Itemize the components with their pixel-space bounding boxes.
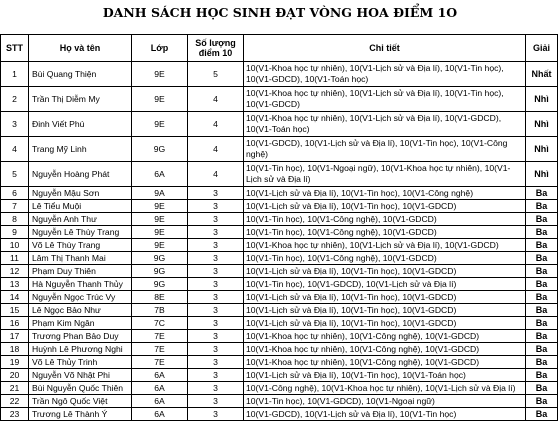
cell-detail: 10(V1-Tin học), 10(V1-GDCD), 10(V1-Lịch sử và Địa lí) [244,278,526,291]
cell-award: Nhì [526,112,558,137]
cell-class: 9E [132,226,188,239]
cell-award: Ba [526,187,558,200]
cell-class: 9E [132,112,188,137]
cell-stt: 9 [1,226,29,239]
cell-award: Ba [526,330,558,343]
cell-detail: 10(V1-Tin học), 10(V1-Ngoại ngữ), 10(V1-Khoa học tự nhiên), 10(V1-Lịch sử và Địa lí) [244,162,526,187]
cell-detail: 10(V1-Lịch sử và Địa lí), 10(V1-Tin học), 10(V1-GDCD) [244,304,526,317]
cell-award: Ba [526,278,558,291]
cell-count: 4 [188,137,244,162]
cell-award: Ba [526,226,558,239]
cell-name: Trần Thị Diễm My [29,87,132,112]
cell-stt: 4 [1,137,29,162]
cell-name: Huỳnh Lê Phương Nghi [29,343,132,356]
cell-name: Nguyễn Lê Thùy Trang [29,226,132,239]
cell-stt: 5 [1,162,29,187]
cell-detail: 10(V1-Tin học), 10(V1-Công nghệ), 10(V1-GDCD) [244,252,526,265]
cell-stt: 16 [1,317,29,330]
cell-class: 6A [132,395,188,408]
cell-detail: 10(V1-Lịch sử và Địa lí), 10(V1-Tin học), 10(V1-GDCD) [244,317,526,330]
cell-name: Trần Ngô Quốc Việt [29,395,132,408]
table-row [1,304,558,317]
cell-name: Nguyễn Hoàng Phát [29,162,132,187]
header-class: Lớp [132,35,188,62]
cell-stt: 15 [1,304,29,317]
cell-count: 3 [188,408,244,421]
cell-stt: 2 [1,87,29,112]
cell-detail: 10(V1-Khoa học tự nhiên), 10(V1-Lịch sử và Địa lí), 10(V1-Tin học), 10(V1-GDCD), 10(V1-Toán học) [244,62,526,87]
cell-detail: 10(V1-Lịch sử và Địa lí), 10(V1-Tin học), 10(V1-GDCD) [244,265,526,278]
cell-detail: 10(V1-Khoa học tự nhiên), 10(V1-Lịch sử và Địa lí), 10(V1-Tin học), 10(V1-GDCD) [244,87,526,112]
cell-detail: 10(V1-Lịch sử và Địa lí), 10(V1-Tin học), 10(V1-Công nghệ) [244,187,526,200]
cell-count: 3 [188,278,244,291]
cell-count: 3 [188,291,244,304]
document-title: DANH SÁCH HỌC SINH ĐẠT VÒNG HOA ĐIỂM 1O [102,5,458,20]
cell-name: Đinh Viết Phú [29,112,132,137]
cell-award: Ba [526,408,558,421]
table-row [1,187,558,200]
cell-count: 3 [188,187,244,200]
cell-count: 3 [188,395,244,408]
cell-detail: 10(V1-Công nghệ), 10(V1-Khoa học tự nhiên), 10(V1-Lịch sử và Địa lí) [244,382,526,395]
table-row [1,213,558,226]
cell-detail: 10(V1-Lịch sử và Địa lí), 10(V1-Tin học), 10(V1-GDCD) [244,291,526,304]
cell-name: Lê Tiểu Muội [29,200,132,213]
cell-class: 9E [132,213,188,226]
cell-stt: 6 [1,187,29,200]
cell-name: Lê Ngọc Bảo Như [29,304,132,317]
cell-award: Ba [526,356,558,369]
table-row [1,87,558,112]
cell-name: Trang Mỹ Linh [29,137,132,162]
cell-detail: 10(V1-Khoa học tự nhiên), 10(V1-Lịch sử và Địa lí), 10(V1-GDCD) [244,239,526,252]
cell-award: Ba [526,343,558,356]
cell-stt: 23 [1,408,29,421]
cell-count: 3 [188,252,244,265]
table-row [1,239,558,252]
cell-count: 3 [188,382,244,395]
cell-detail: 10(V1-Khoa học tự nhiên), 10(V1-Công nghệ), 10(V1-GDCD) [244,343,526,356]
cell-stt: 1 [1,62,29,87]
cell-detail: 10(V1-Tin học), 10(V1-Công nghệ), 10(V1-GDCD) [244,226,526,239]
cell-count: 3 [188,356,244,369]
cell-detail: 10(V1-Tin học), 10(V1-Công nghệ), 10(V1-GDCD) [244,213,526,226]
cell-award: Nhì [526,162,558,187]
cell-class: 6A [132,162,188,187]
cell-count: 4 [188,87,244,112]
cell-stt: 7 [1,200,29,213]
cell-detail: 10(V1-Lịch sử và Địa lí), 10(V1-Tin học), 10(V1-Toán học) [244,369,526,382]
cell-count: 4 [188,162,244,187]
cell-stt: 17 [1,330,29,343]
table-row [1,382,558,395]
cell-award: Nhất [526,62,558,87]
cell-name: Trương Phan Bảo Duy [29,330,132,343]
cell-count: 3 [188,343,244,356]
cell-award: Nhì [526,87,558,112]
cell-name: Phạm Kim Ngân [29,317,132,330]
cell-stt: 12 [1,265,29,278]
cell-count: 3 [188,239,244,252]
cell-award: Ba [526,265,558,278]
cell-class: 9A [132,187,188,200]
cell-class: 8E [132,291,188,304]
header-row [1,35,558,62]
cell-class: 9E [132,62,188,87]
cell-stt: 3 [1,112,29,137]
table-row [1,112,558,137]
cell-award: Ba [526,291,558,304]
cell-name: Nguyễn Võ Nhật Phi [29,369,132,382]
cell-award: Ba [526,239,558,252]
table-row [1,330,558,343]
cell-name: Hà Nguyễn Thanh Thủy [29,278,132,291]
table-row [1,62,558,87]
table-row [1,226,558,239]
cell-award: Ba [526,213,558,226]
cell-name: Nguyễn Anh Thư [29,213,132,226]
cell-award: Ba [526,200,558,213]
cell-class: 9G [132,137,188,162]
header-count: Số lượng điểm 10 [188,35,244,62]
cell-detail: 10(V1-GDCD), 10(V1-Lịch sử và Địa lí), 10(V1-Tin học), 10(V1-Công nghệ) [244,137,526,162]
cell-class: 6A [132,382,188,395]
cell-detail: 10(V1-GDCD), 10(V1-Lịch sử và Địa lí), 10(V1-Tin học) [244,408,526,421]
cell-name: Võ Lê Thùy Trang [29,239,132,252]
cell-name: Trương Lê Thành Ý [29,408,132,421]
cell-name: Nguyễn Ngọc Trúc Vy [29,291,132,304]
cell-stt: 8 [1,213,29,226]
cell-detail: 10(V1-Khoa học tự nhiên), 10(V1-Công nghệ), 10(V1-GDCD) [244,356,526,369]
table-row [1,278,558,291]
cell-class: 7B [132,304,188,317]
cell-count: 3 [188,330,244,343]
cell-class: 9E [132,239,188,252]
student-table [0,34,558,421]
cell-count: 3 [188,265,244,278]
cell-stt: 18 [1,343,29,356]
cell-stt: 21 [1,382,29,395]
cell-count: 3 [188,226,244,239]
cell-detail: 10(V1-Khoa học tự nhiên), 10(V1-Lịch sử và Địa lí), 10(V1-GDCD), 10(V1-Toán học) [244,112,526,137]
cell-class: 7C [132,317,188,330]
cell-detail: 10(V1-Khoa học tự nhiên), 10(V1-Công nghệ), 10(V1-GDCD) [244,330,526,343]
cell-name: Nguyễn Mậu Sơn [29,187,132,200]
table-row [1,356,558,369]
cell-stt: 14 [1,291,29,304]
cell-name: Lâm Thị Thanh Mai [29,252,132,265]
cell-award: Ba [526,304,558,317]
header-award: Giải [526,35,558,62]
header-detail: Chi tiết [244,35,526,62]
table-row [1,137,558,162]
cell-detail: 10(V1-Tin học), 10(V1-GDCD), 10(V1-Ngoại ngữ) [244,395,526,408]
cell-count: 3 [188,213,244,226]
header-name: Họ và tên [29,35,132,62]
cell-name: Phạm Duy Thiên [29,265,132,278]
table-row [1,265,558,278]
table-row [1,317,558,330]
cell-detail: 10(V1-Lịch sử và Địa lí), 10(V1-Tin học), 10(V1-GDCD) [244,200,526,213]
cell-class: 6A [132,369,188,382]
cell-class: 9E [132,200,188,213]
cell-count: 3 [188,304,244,317]
table-row [1,291,558,304]
cell-count: 3 [188,369,244,382]
cell-award: Ba [526,252,558,265]
cell-class: 9G [132,252,188,265]
cell-name: Bùi Nguyễn Quốc Thiên [29,382,132,395]
table-row [1,252,558,265]
cell-class: 9G [132,278,188,291]
cell-stt: 20 [1,369,29,382]
cell-award: Nhì [526,137,558,162]
cell-award: Ba [526,382,558,395]
table-row [1,408,558,421]
table-row [1,369,558,382]
cell-stt: 10 [1,239,29,252]
cell-award: Ba [526,369,558,382]
cell-class: 9G [132,265,188,278]
cell-count: 5 [188,62,244,87]
cell-count: 3 [188,317,244,330]
cell-stt: 19 [1,356,29,369]
cell-stt: 13 [1,278,29,291]
cell-count: 4 [188,112,244,137]
header-stt: STT [1,35,29,62]
cell-award: Ba [526,395,558,408]
cell-stt: 11 [1,252,29,265]
table-row [1,395,558,408]
cell-class: 7E [132,330,188,343]
cell-class: 7E [132,343,188,356]
table-row [1,200,558,213]
cell-name: Võ Lê Thủy Trinh [29,356,132,369]
cell-stt: 22 [1,395,29,408]
cell-class: 6A [132,408,188,421]
cell-name: Bùi Quang Thiện [29,62,132,87]
table-row [1,343,558,356]
cell-count: 3 [188,200,244,213]
cell-class: 9E [132,87,188,112]
cell-award: Ba [526,317,558,330]
cell-class: 7E [132,356,188,369]
table-row [1,162,558,187]
